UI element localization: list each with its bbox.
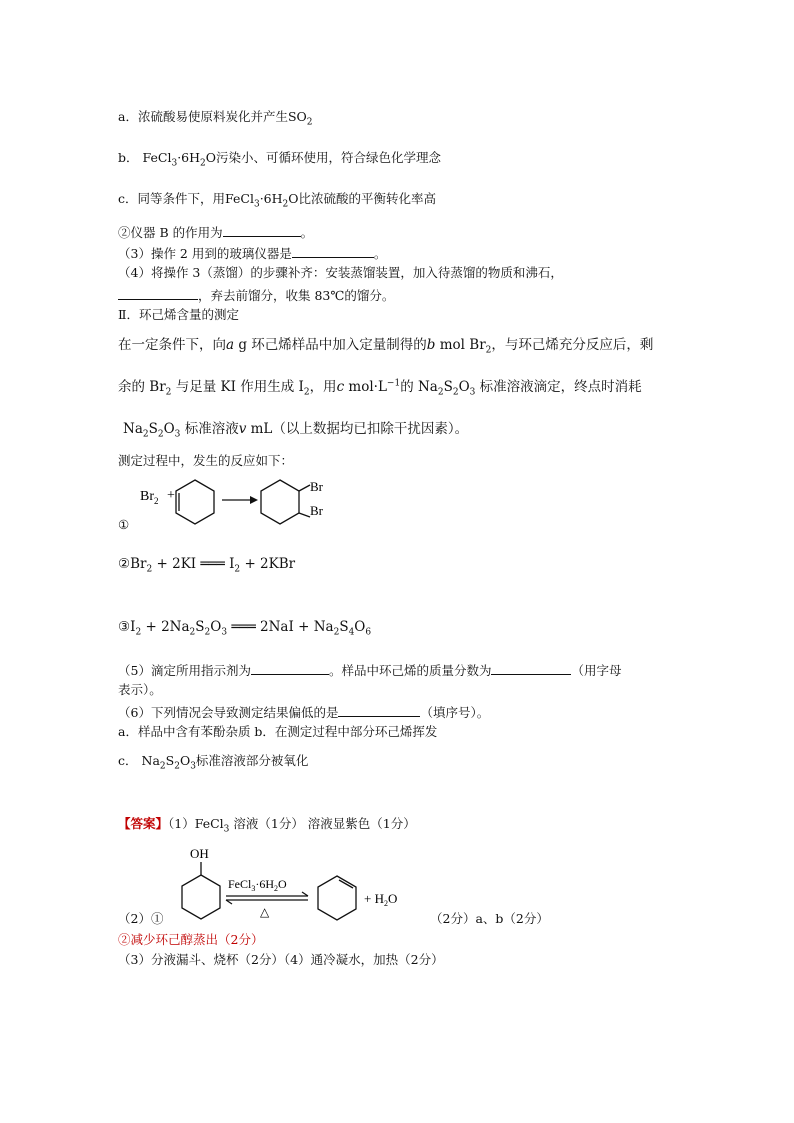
answer-label: 【答案】 bbox=[118, 816, 169, 831]
q6-option-c: c． $Na_2S_2O_3$标准溶液部分被氧化 bbox=[118, 753, 309, 772]
cyclohexene-ring bbox=[176, 480, 214, 524]
para-line-3: $Na_2S_2O_3$ 标准溶液v mL（以上数据均已扣除干扰因素）。 bbox=[123, 421, 469, 440]
q2-part2: ②仪器 B 的作用为 。 bbox=[118, 222, 313, 242]
answer-blank[interactable] bbox=[118, 285, 198, 300]
section-2-title: Ⅱ．环己烯含量的测定 bbox=[118, 307, 239, 322]
dibromocyclohexane-ring bbox=[261, 480, 310, 524]
bromo-a: Br bbox=[310, 479, 323, 494]
reaction-2: $②Br_2 + 2KI$ ═══ $I_2 + 2KBr$ bbox=[118, 556, 296, 575]
answer-3-4: （3）分液漏斗、烧杯（2分）（4）通冷凝水，加热（2分） bbox=[118, 952, 444, 967]
reaction-1-number: ① bbox=[118, 517, 130, 532]
hydroxyl-label: OH bbox=[190, 846, 209, 861]
q5-line2: 表示）。 bbox=[118, 682, 162, 697]
q4-line2: ，弃去前馏分，收集 83℃的馏分。 bbox=[118, 285, 394, 305]
q5-line1: （5）滴定所用指示剂为 。样品中环己烯的质量分数为 （用字母 bbox=[118, 660, 622, 680]
bromo-b: Br bbox=[310, 503, 323, 518]
option-b: b． $FeCl_3\cdot 6H_2O$污染小、可循环使用，符合绿色化学理念 bbox=[118, 150, 442, 169]
water-label: + $H_2O$ bbox=[364, 891, 398, 908]
reaction-arrow bbox=[222, 496, 258, 504]
answer-blank[interactable] bbox=[223, 222, 301, 237]
answer-blank[interactable] bbox=[292, 243, 374, 258]
answer-2-number: （2）① bbox=[118, 911, 164, 926]
answer-line-1: 【答案】（1）FeCl$_3$ 溶液（1分） 溶液显紫色（1分） bbox=[118, 816, 416, 835]
answer-blank[interactable] bbox=[251, 660, 329, 675]
equilibrium-arrow bbox=[226, 892, 308, 904]
q6: （6）下列情况会导致测定结果偏低的是 （填序号）。 bbox=[118, 702, 489, 722]
answer-2-part2: ②减少环己醇蒸出（2分） bbox=[118, 932, 264, 947]
q3: （3）操作 2 用到的玻璃仪器是 。 bbox=[118, 243, 386, 263]
br2-formula: $Br_2$ bbox=[140, 489, 159, 506]
para-line-2: 余的 $Br_2$ 与足量 KI 作用生成 $I_2$，用c $mol\cdot L^{-1}$的 $Na_2S_2O_3$ 标准溶液滴定，终点时消耗 bbox=[118, 378, 642, 398]
cyclohexene-product-ring bbox=[318, 876, 356, 920]
q6-options-ab: a．样品中含有苯酚杂质 b．在测定过程中部分环己烯挥发 bbox=[118, 724, 438, 739]
option-a: a．浓硫酸易使原料炭化并产生$SO_2$ bbox=[118, 109, 313, 128]
answer-blank[interactable] bbox=[491, 660, 571, 675]
reaction-1-structure bbox=[130, 474, 350, 534]
answer-blank[interactable] bbox=[338, 702, 420, 717]
reaction-3: $③I_2 + 2Na_2S_2O_3$ ═══ $2NaI + Na_2S_4O_6$ bbox=[118, 619, 372, 638]
plus-sign: + bbox=[167, 488, 175, 503]
heat-symbol: △ bbox=[260, 905, 270, 919]
reactions-intro: 测定过程中，发生的反应如下： bbox=[118, 453, 294, 468]
cyclohexanol-ring bbox=[182, 862, 220, 919]
para-line-1: 在一定条件下，向a g 环己烯样品中加入定量制得的b mol $Br_2$，与环己烯充分反应后，剩 bbox=[118, 337, 654, 356]
answer-reaction-structure bbox=[168, 842, 418, 926]
catalyst-label: $FeCl_3\cdot 6H_2O$ bbox=[228, 877, 287, 893]
option-c: c．同等条件下，用$FeCl_3\cdot 6H_2O$比浓硫酸的平衡转化率高 bbox=[118, 191, 437, 210]
answer-2-score: （2分）a、b（2分） bbox=[430, 911, 549, 926]
q4-line1: （4）将操作 3（蒸馏）的步骤补齐：安装蒸馏装置，加入待蒸馏的物质和沸石， bbox=[118, 265, 563, 280]
